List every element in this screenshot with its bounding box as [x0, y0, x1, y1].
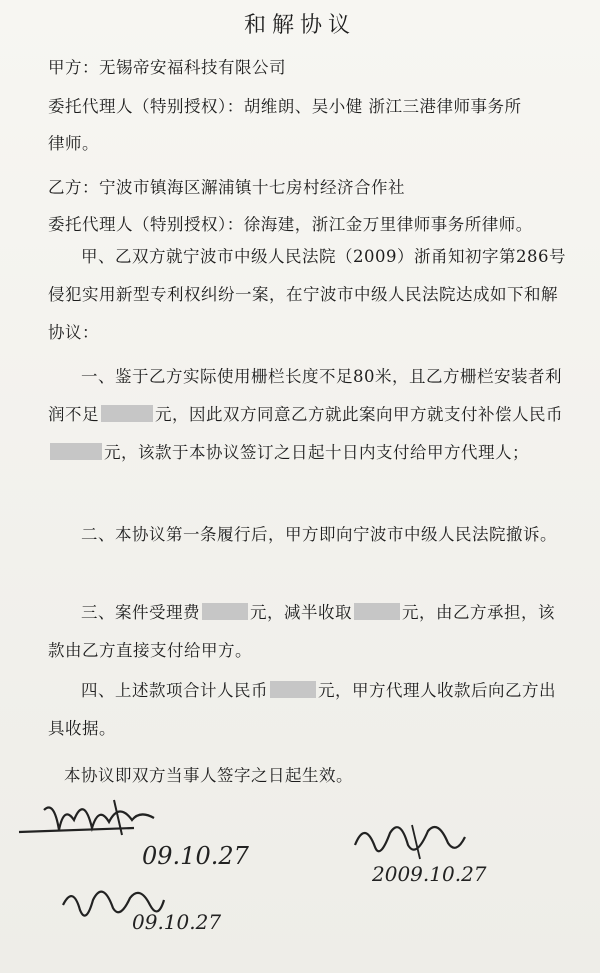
redacted-amount — [270, 681, 316, 698]
redacted-amount — [101, 405, 153, 422]
clause-1-text-b: 元，因此双方同意乙方就此案向甲方就支付补偿人民币 — [155, 405, 563, 424]
clause-3-text-a: 三、案件受理费 — [81, 603, 200, 622]
clause-1-text-c: 元，该款于本协议签订之日起十日内支付给甲方代理人； — [104, 443, 529, 462]
clause-4-text-a: 四、上述款项合计人民币 — [81, 681, 268, 700]
date-left-1: 09.10.27 — [142, 842, 249, 870]
clause-3 — [48, 594, 568, 670]
intro-paragraph: 甲、乙双方就宁波市中级人民法院（2009）浙甬知初字第286号侵犯实用新型专利权纠纷一案，在宁波市中级人民法院达成如下和解协议： — [48, 247, 566, 342]
clause-1 — [48, 358, 568, 472]
date-left-2: 09.10.27 — [132, 910, 222, 934]
redacted-amount — [50, 443, 102, 460]
redacted-amount — [202, 603, 248, 620]
effective-clause: 本协议即双方当事人签字之日起生效。 — [64, 766, 353, 785]
party-b: 乙方：宁波市镇海区澥浦镇十七房村经济合作社 — [48, 178, 405, 197]
clause-4 — [48, 672, 568, 748]
party-b-agent: 委托代理人（特别授权）：徐海建，浙江金万里律师事务所律师。 — [48, 215, 533, 234]
redacted-amount — [354, 603, 400, 620]
clause-3-text-b: 元，减半收取 — [250, 603, 352, 622]
clause-4-text-b: 元，甲方代理人收款后向乙方出具收据。 — [48, 681, 556, 738]
clause-1-text-a: 一、鉴于乙方实际使用栅栏长度不足80米，且乙方栅栏安装者利润不足 — [48, 367, 562, 424]
date-right: 2009.10.27 — [372, 862, 487, 886]
party-a-agent: 委托代理人（特别授权）：胡维朗、吴小健 浙江三港律师事务所 — [48, 97, 522, 116]
signature-party-b-agent — [350, 815, 470, 869]
clause-2: 二、本协议第一条履行后，甲方即向宁波市中级人民法院撤诉。 — [81, 525, 557, 544]
party-a: 甲方：无锡帝安福科技有限公司 — [48, 58, 286, 77]
party-a-agent-cont: 律师。 — [48, 134, 99, 153]
document-title: 和解协议 — [243, 13, 356, 38]
clause-3-text-c: 元，由乙方承担，该款由乙方直接支付给甲方。 — [48, 603, 555, 660]
